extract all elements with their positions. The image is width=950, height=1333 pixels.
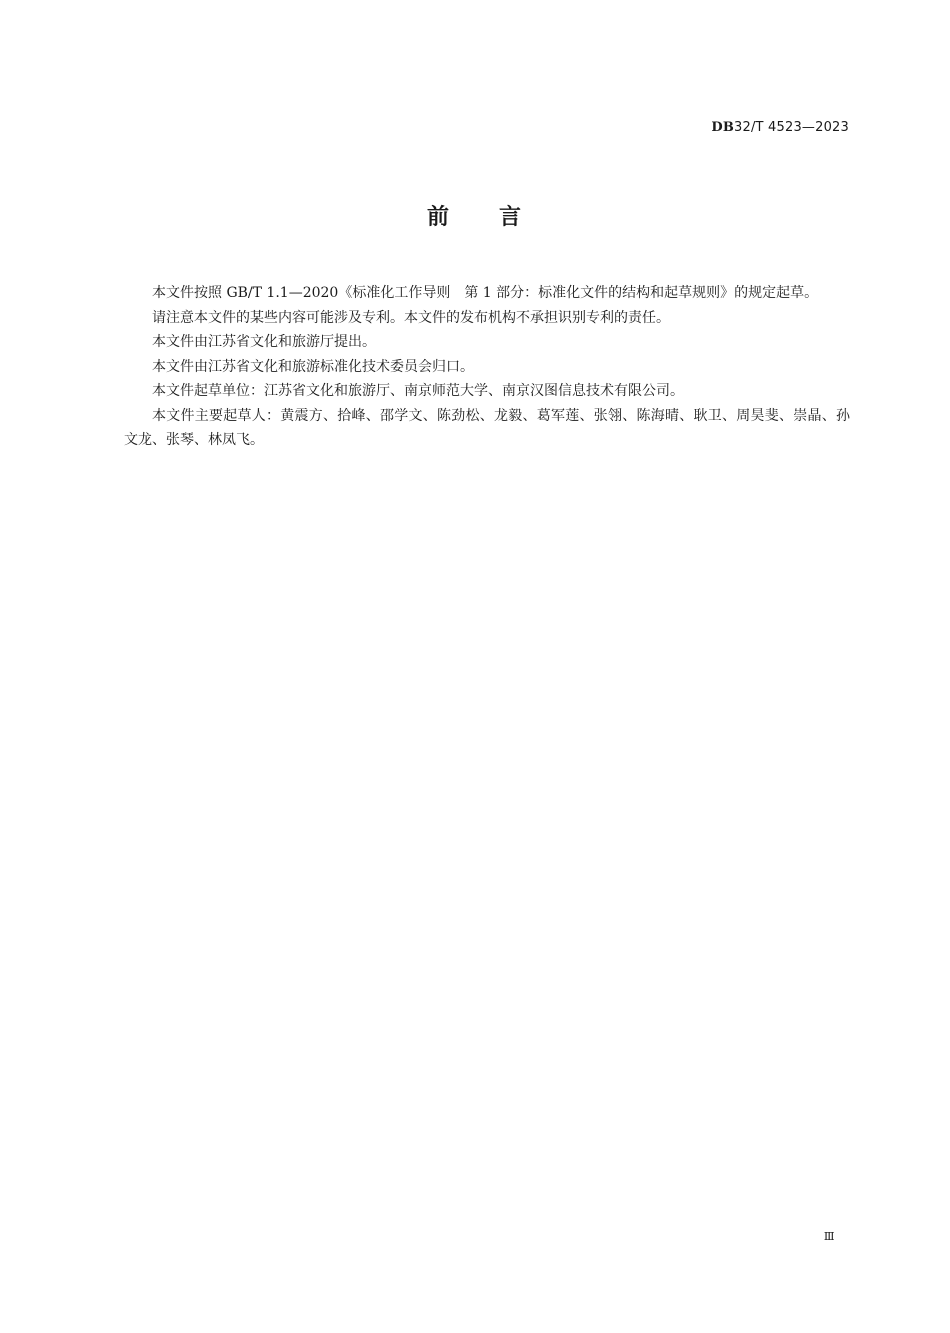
- paragraph-drafting-units: 本文件起草单位：江苏省文化和旅游厅、南京师范大学、南京汉图信息技术有限公司。: [152, 383, 684, 399]
- paragraph-drafters: 本文件主要起草人：黄震方、拾峰、邵学文、陈劲松、龙毅、葛军莲、张翎、陈海晴、耿卫、周昊斐、崇晶、孙文龙、张琴、林凤飞。: [124, 407, 850, 448]
- paragraph-patent-notice: 请注意本文件的某些内容可能涉及专利。本文件的发布机构不承担识别专利的责任。: [152, 309, 670, 326]
- foreword-body: [124, 281, 850, 453]
- standard-code: [711, 120, 849, 135]
- standard-code-prefix: DB: [711, 120, 735, 135]
- paragraph-proposer: 本文件由江苏省文化和旅游厅提出。: [152, 334, 376, 350]
- page-title: 前 言: [426, 205, 523, 230]
- standard-code-number: 32/T 4523—2023: [734, 120, 849, 135]
- page-number: Ⅲ: [823, 1230, 834, 1243]
- paragraph-technical-committee: 本文件由江苏省文化和旅游标准化技术委员会归口。: [152, 358, 474, 375]
- paragraph-drafting-rules: 本文件按照 GB/T 1.1—2020《标准化工作导则 第 1 部分：标准化文件的结构和起草规则》的规定起草。: [152, 285, 819, 301]
